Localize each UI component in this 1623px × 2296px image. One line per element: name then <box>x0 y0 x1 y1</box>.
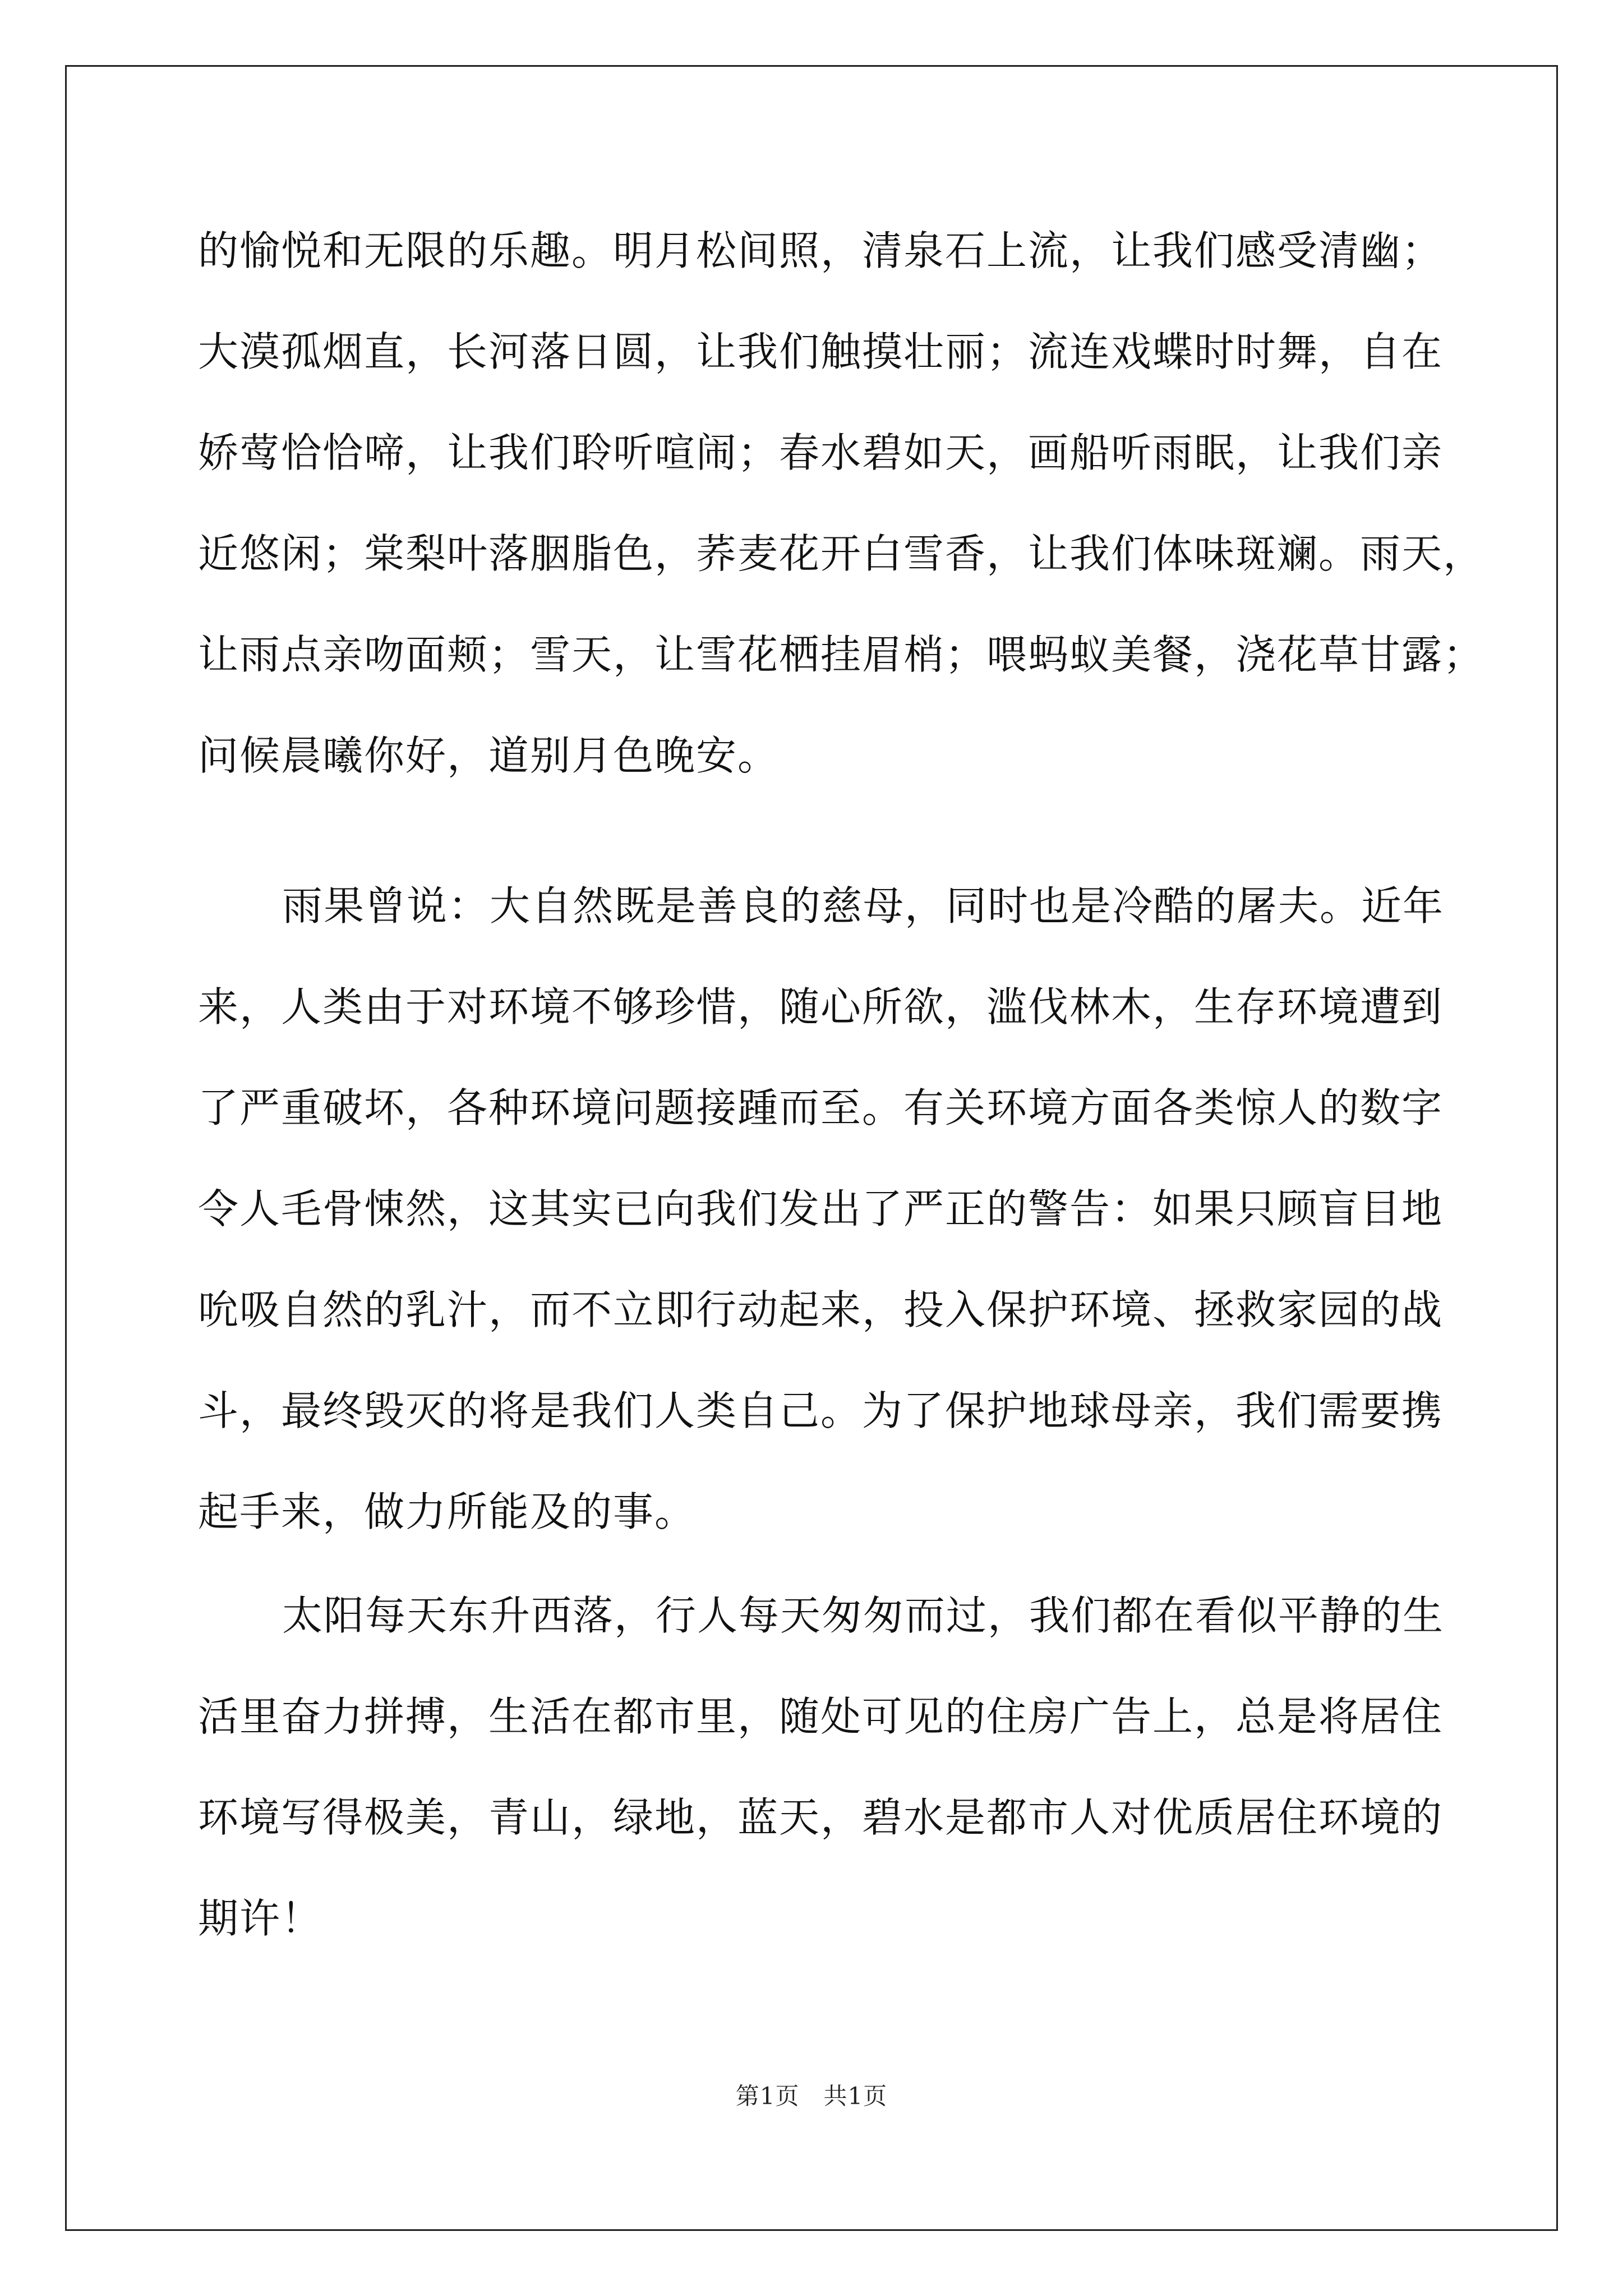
text-line: 雨果曾说：大自然既是善良的慈母，同时也是冷酷的屠夫。近年 <box>282 882 1445 930</box>
page-footer: 第1页 共1页 <box>735 2082 888 2110</box>
text-line: 近悠闲；棠梨叶落胭脂色，荞麦花开白雪香，让我们体味斑斓。雨天， <box>198 530 1485 577</box>
text-line: 环境写得极美，青山，绿地，蓝天，碧水是都市人对优质居住环境的 <box>198 1794 1444 1841</box>
text-line: 了严重破坏，各种环境问题接踵而至。有关环境方面各类惊人的数字 <box>198 1084 1444 1131</box>
text-line: 大漠孤烟直，长河落日圆，让我们触摸壮丽；流连戏蝶时时舞，自在 <box>198 328 1444 375</box>
text-line: 让雨点亲吻面颊；雪天，让雪花栖挂眉梢；喂蚂蚁美餐，浇花草甘露； <box>198 631 1485 678</box>
paragraph-1 <box>198 200 1485 806</box>
text-line: 太阳每天东升西落，行人每天匆匆而过，我们都在看似平静的生 <box>282 1592 1445 1639</box>
paragraph-2 <box>198 855 1445 1562</box>
text-line: 问候晨曦你好，道别月色晚安。 <box>198 732 780 779</box>
text-line: 期许！ <box>198 1895 323 1942</box>
text-line: 令人毛骨悚然，这其实已向我们发出了严正的警告：如果只顾盲目地 <box>198 1185 1444 1232</box>
paragraph-3 <box>198 1565 1445 1969</box>
text-line: 娇莺恰恰啼，让我们聆听喧闹；春水碧如天，画船听雨眠，让我们亲 <box>198 429 1444 476</box>
text-line: 吮吸自然的乳汁，而不立即行动起来，投入保护环境、拯救家园的战 <box>198 1286 1444 1333</box>
text-line: 活里奋力拼搏，生活在都市里，随处可见的住房广告上，总是将居住 <box>198 1693 1444 1740</box>
text-line: 起手来，做力所能及的事。 <box>198 1488 697 1535</box>
text-line: 来，人类由于对环境不够珍惜，随心所欲，滥伐林木，生存环境遭到 <box>198 983 1444 1030</box>
text-line: 的愉悦和无限的乐趣。明月松间照，清泉石上流，让我们感受清幽； <box>198 227 1444 274</box>
text-line: 斗，最终毁灭的将是我们人类自己。为了保护地球母亲，我们需要携 <box>198 1387 1444 1434</box>
